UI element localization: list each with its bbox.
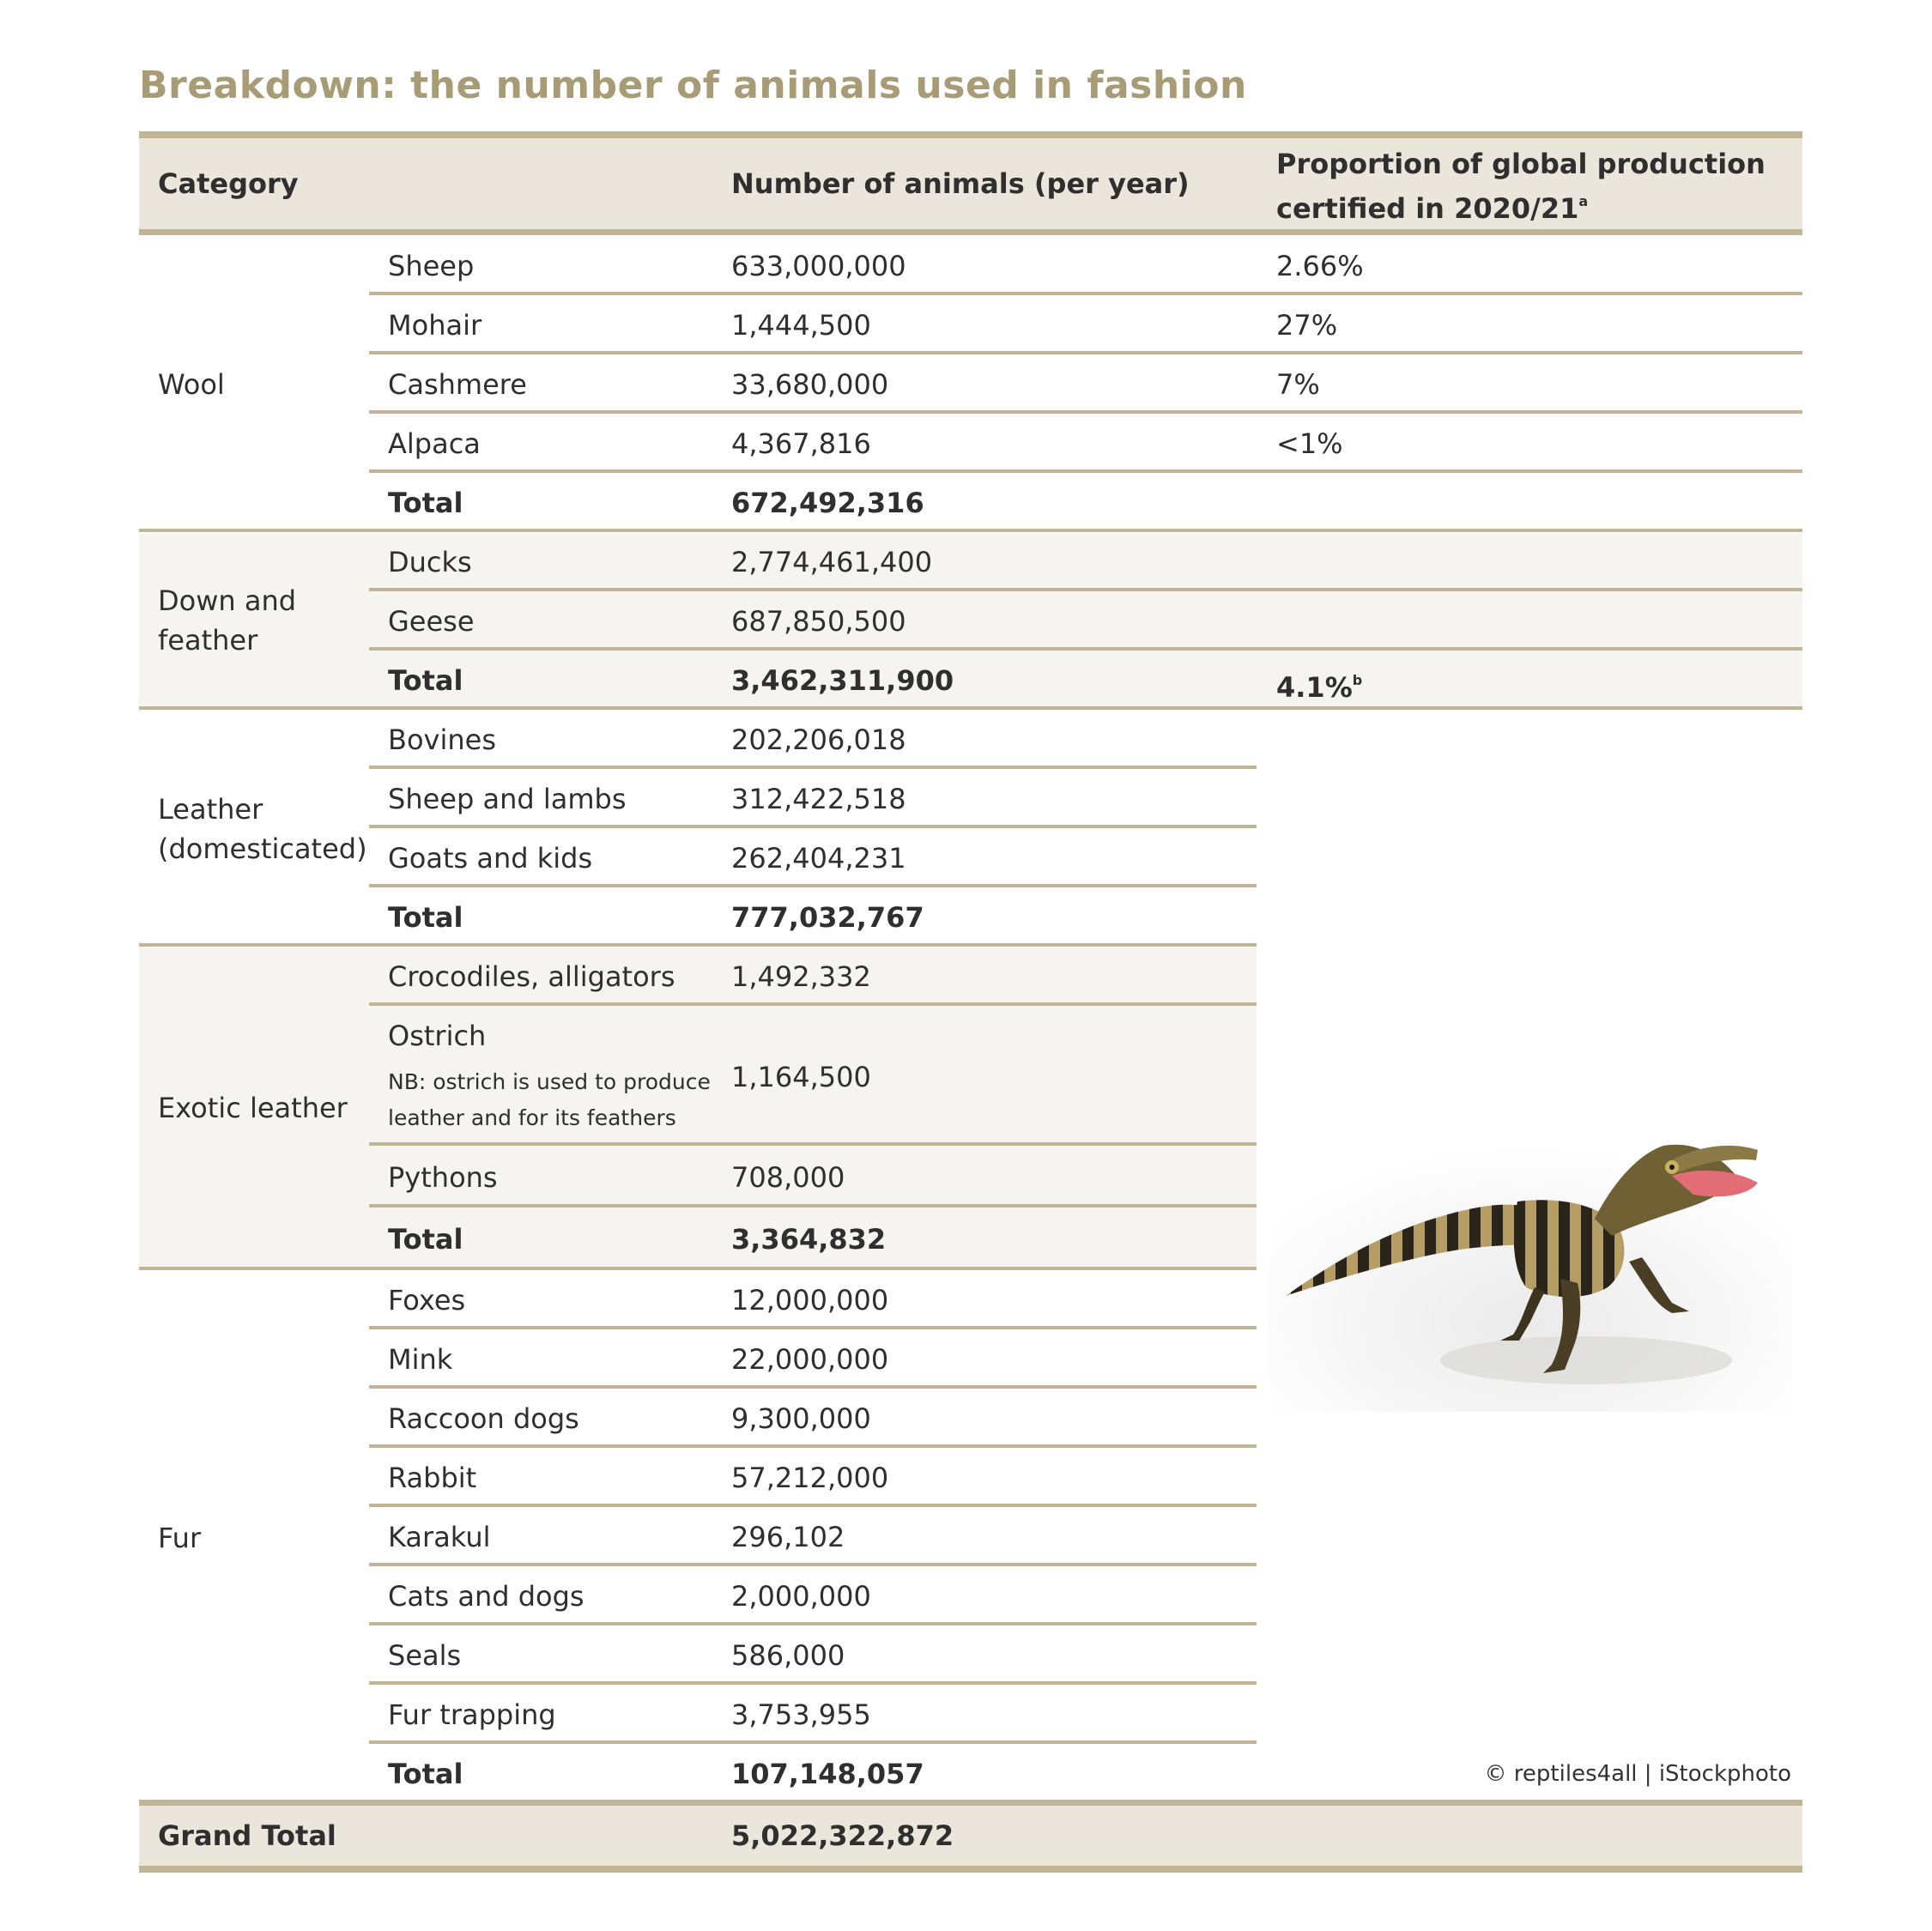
- row-name: Cats and dogs: [388, 1580, 584, 1613]
- row-name: Pythons: [388, 1161, 498, 1194]
- row-divider: [369, 825, 1257, 828]
- row-value: 1,164,500: [731, 1061, 871, 1093]
- category-leather-line1: Leather: [158, 793, 263, 826]
- row-value: 4,367,816: [731, 427, 871, 460]
- row-name: Sheep: [388, 250, 475, 282]
- grand-total-top-rule: [139, 1800, 1802, 1806]
- total-label: Total: [388, 901, 463, 934]
- category-down-line1: Down and: [158, 584, 297, 617]
- row-name: Alpaca: [388, 427, 481, 460]
- row-divider: [369, 1385, 1257, 1389]
- ostrich-note-line2: leather and for its feathers: [388, 1105, 676, 1130]
- header-proportion-line1: Proportion of global production: [1276, 148, 1765, 180]
- row-divider: [369, 766, 1257, 769]
- row-name: Goats and kids: [388, 842, 593, 875]
- row-divider: [369, 1622, 1257, 1625]
- row-name: Cashmere: [388, 368, 527, 401]
- row-name: Bovines: [388, 723, 496, 756]
- row-proportion: 2.66%: [1276, 250, 1364, 282]
- row-divider: [369, 588, 1802, 591]
- row-divider: [369, 469, 1802, 473]
- group-divider: [139, 943, 1257, 947]
- row-proportion: 7%: [1276, 368, 1320, 401]
- row-value: 1,444,500: [731, 309, 871, 342]
- row-value: 12,000,000: [731, 1284, 889, 1317]
- row-value: 33,680,000: [731, 368, 889, 401]
- row-divider: [369, 1142, 1257, 1146]
- grand-total-value: 5,022,322,872: [731, 1819, 954, 1852]
- row-divider: [369, 1444, 1257, 1448]
- ostrich-note-line1: NB: ostrich is used to produce: [388, 1069, 711, 1094]
- total-label: Total: [388, 1223, 463, 1256]
- row-value: 202,206,018: [731, 723, 906, 756]
- row-name: Fur trapping: [388, 1698, 556, 1731]
- header-number: Number of animals (per year): [731, 167, 1190, 200]
- category-down-line2: feather: [158, 624, 258, 657]
- row-divider: [369, 1681, 1257, 1685]
- table-header: [139, 138, 1802, 229]
- row-name: Seals: [388, 1639, 462, 1672]
- total-value: 777,032,767: [731, 901, 924, 934]
- row-proportion: 27%: [1276, 309, 1338, 342]
- row-proportion: <1%: [1276, 427, 1343, 460]
- page-title: Breakdown: the number of animals used in fashion: [139, 64, 1247, 107]
- row-value: 633,000,000: [731, 250, 906, 282]
- header-category: Category: [158, 167, 299, 200]
- total-label: Total: [388, 487, 463, 519]
- header-bottom-rule: [139, 229, 1802, 235]
- category-exotic: Exotic leather: [158, 1092, 348, 1124]
- row-name: Mink: [388, 1343, 453, 1376]
- category-wool: Wool: [158, 368, 225, 401]
- row-value: 586,000: [731, 1639, 845, 1672]
- category-fur: Fur: [158, 1522, 202, 1554]
- row-name: Ostrich: [388, 1020, 487, 1052]
- row-value: 708,000: [731, 1161, 845, 1194]
- grand-total-bottom-rule: [139, 1866, 1802, 1873]
- row-divider: [369, 351, 1802, 354]
- row-divider: [369, 1504, 1257, 1507]
- total-label: Total: [388, 1758, 463, 1790]
- group-divider: [139, 706, 1802, 710]
- row-value: 3,753,955: [731, 1698, 871, 1731]
- row-name: Rabbit: [388, 1462, 477, 1494]
- row-value: 262,404,231: [731, 842, 906, 875]
- row-value: 312,422,518: [731, 783, 906, 815]
- grand-total-label: Grand Total: [158, 1819, 336, 1852]
- total-value: 3,462,311,900: [731, 664, 954, 697]
- row-value: 296,102: [731, 1521, 845, 1553]
- row-value: 9,300,000: [731, 1402, 871, 1435]
- group-divider: [139, 529, 1802, 532]
- row-name: Ducks: [388, 546, 472, 578]
- group-divider: [139, 1267, 1257, 1270]
- row-name: Geese: [388, 605, 475, 638]
- grand-total-row: [139, 1806, 1802, 1866]
- row-name: Crocodiles, alligators: [388, 960, 675, 993]
- category-leather-line2: (domesticated): [158, 832, 367, 865]
- row-divider: [369, 1204, 1257, 1208]
- total-value: 3,364,832: [731, 1223, 887, 1256]
- row-divider: [369, 1563, 1257, 1566]
- total-value: 107,148,057: [731, 1758, 924, 1790]
- row-divider: [369, 1740, 1257, 1744]
- row-divider: [369, 410, 1802, 414]
- row-name: Sheep and lambs: [388, 783, 627, 815]
- photo-credit: © reptiles4all | iStockphoto: [1484, 1761, 1791, 1787]
- row-divider: [369, 647, 1802, 651]
- row-value: 22,000,000: [731, 1343, 889, 1376]
- row-name: Foxes: [388, 1284, 466, 1317]
- row-value: 2,774,461,400: [731, 546, 933, 578]
- total-proportion: 4.1%$^b$: [1276, 671, 1363, 704]
- total-label: Total: [388, 664, 463, 697]
- row-divider: [369, 884, 1257, 887]
- row-name: Mohair: [388, 309, 482, 342]
- row-value: 2,000,000: [731, 1580, 871, 1613]
- row-value: 1,492,332: [731, 960, 871, 993]
- row-divider: [369, 292, 1802, 295]
- row-value: 687,850,500: [731, 605, 906, 638]
- row-name: Raccoon dogs: [388, 1402, 579, 1435]
- row-divider: [369, 1326, 1257, 1329]
- total-value: 672,492,316: [731, 487, 924, 519]
- header-proportion-line2: certified in 2020/21$^a$: [1276, 192, 1589, 225]
- crocodile-photo: [1269, 1116, 1792, 1412]
- row-value: 57,212,000: [731, 1462, 889, 1494]
- row-divider: [369, 1002, 1257, 1006]
- row-name: Karakul: [388, 1521, 491, 1553]
